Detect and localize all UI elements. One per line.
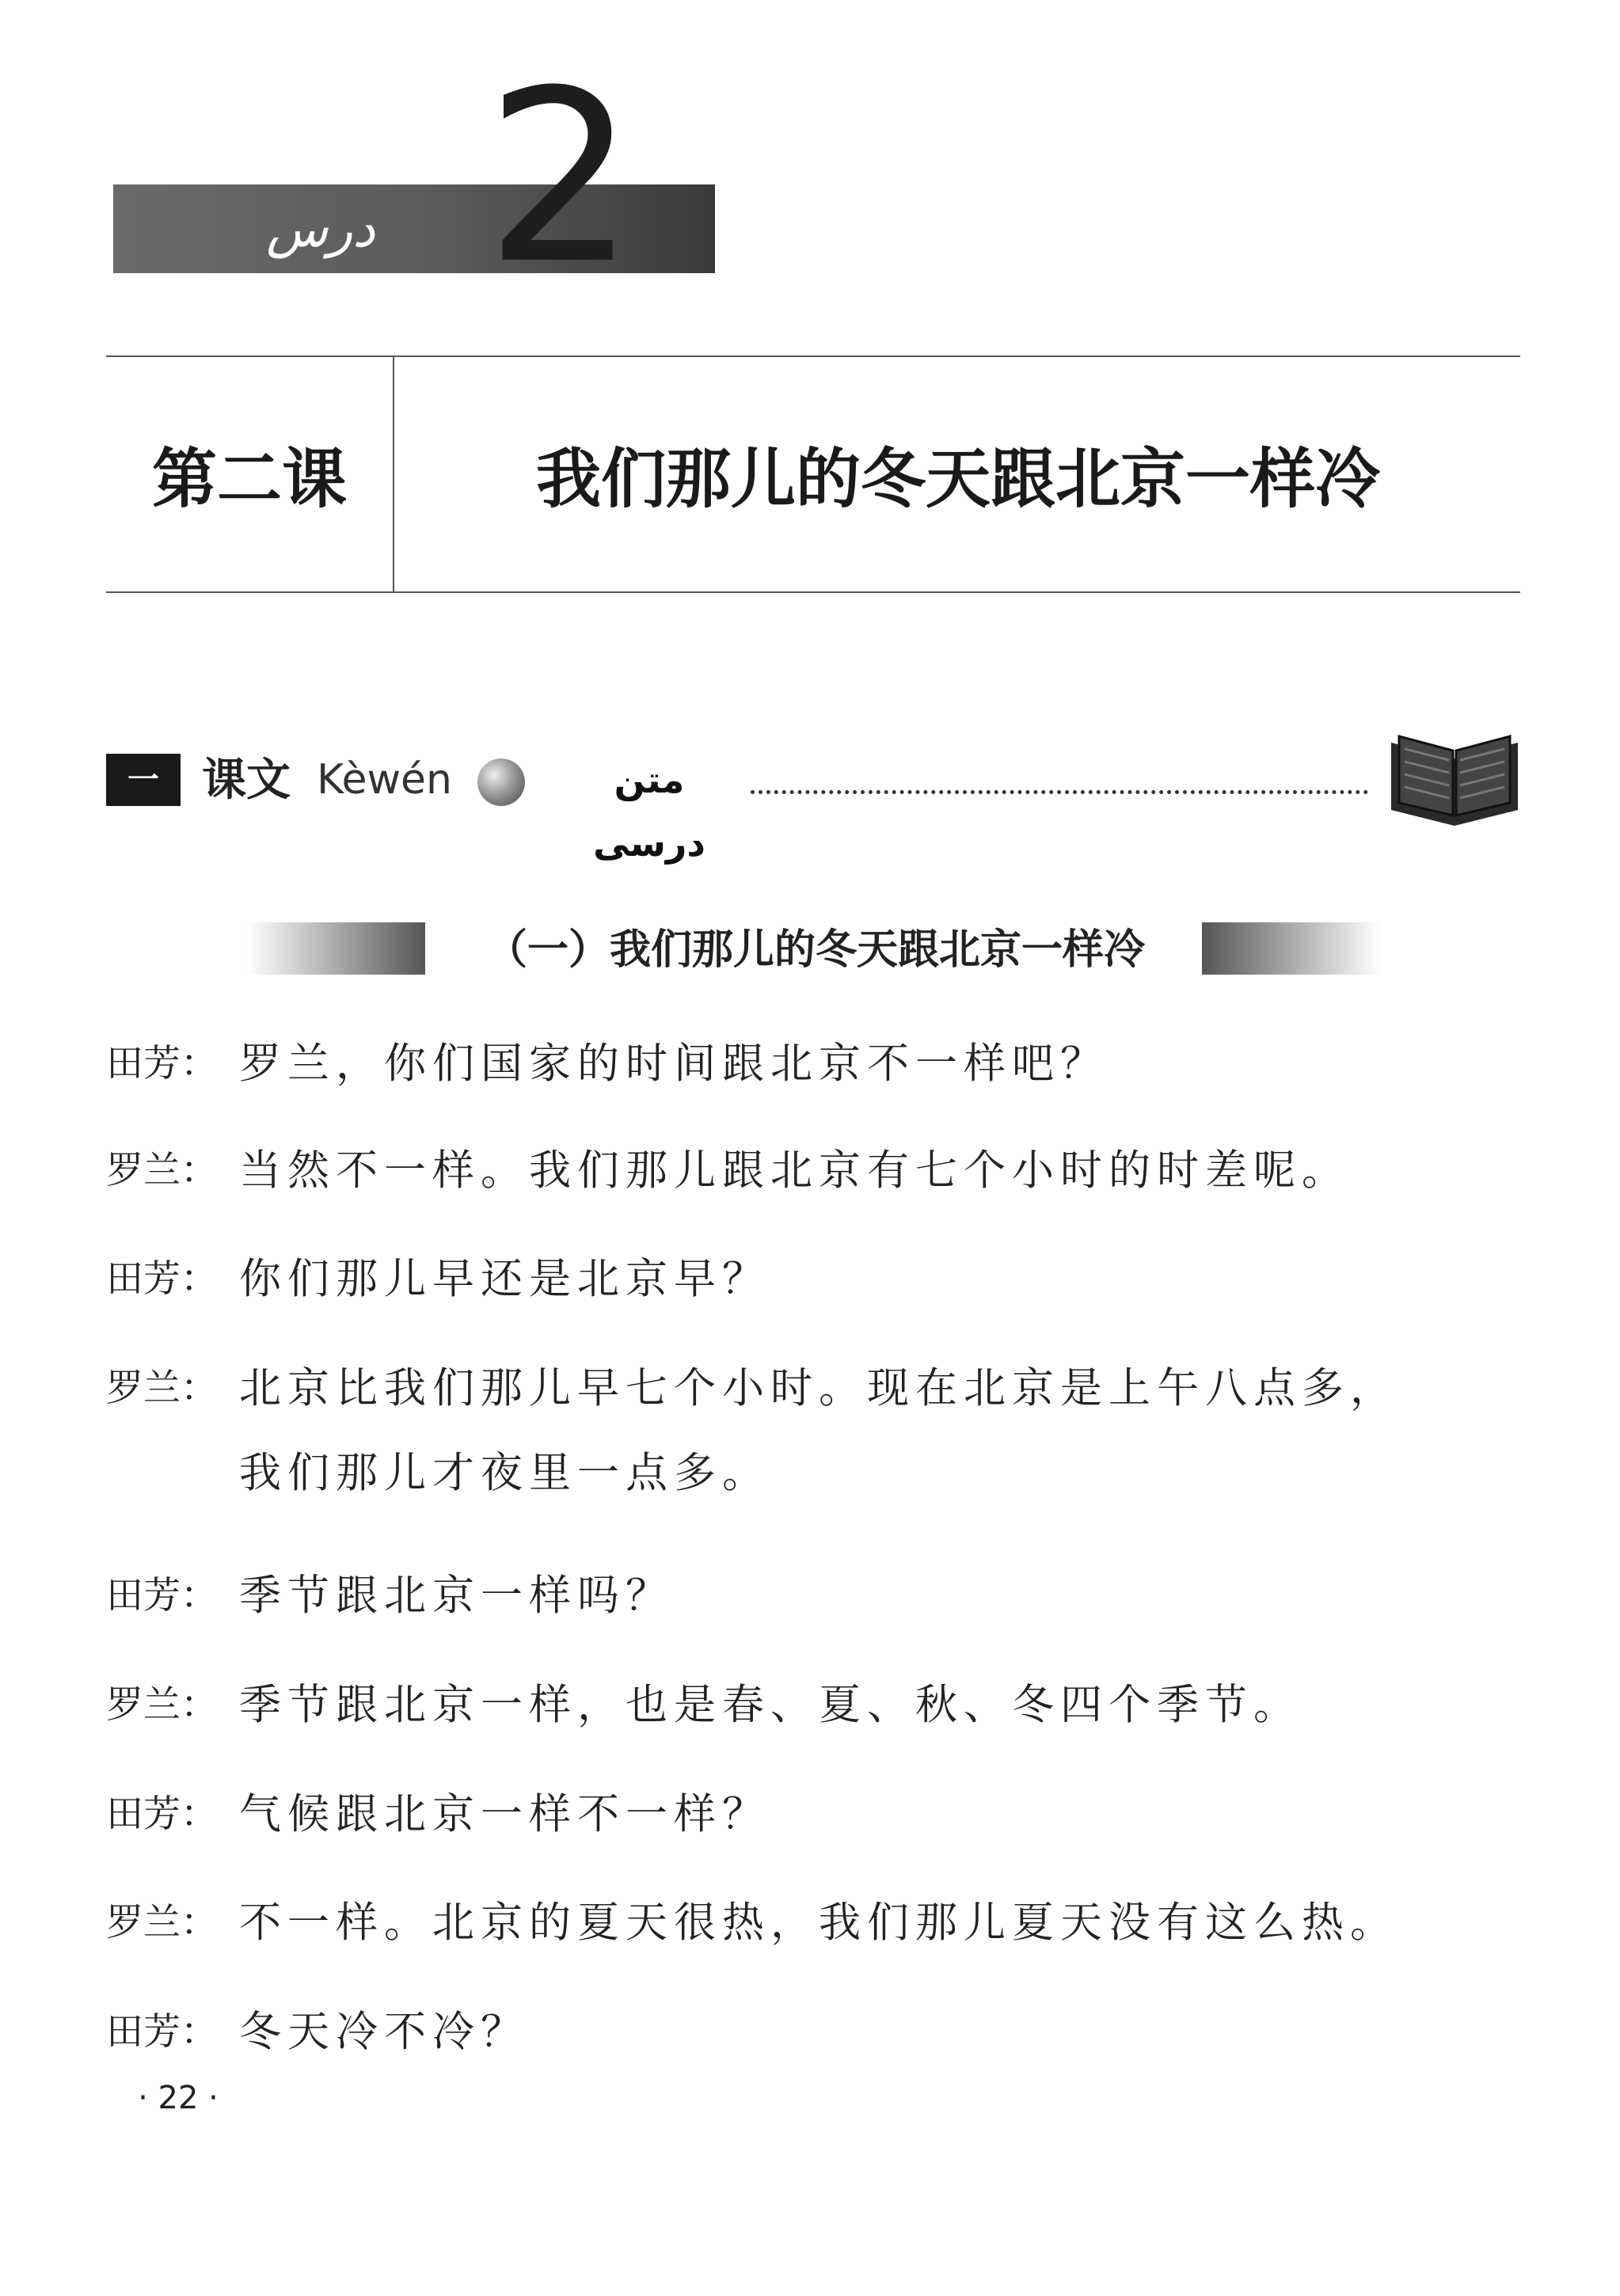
title-bottom-rule bbox=[106, 591, 1520, 593]
utterance: 不一样。北京的夏天很热，我们那儿夏天没有这么热。 bbox=[239, 1899, 1398, 1947]
section-label-pinyin: Kèwén bbox=[317, 756, 452, 804]
page-number: · 22 · bbox=[138, 2080, 219, 2116]
lesson-title: 我们那儿的冬天跟北京一样冷 bbox=[535, 441, 1380, 517]
title-divider bbox=[393, 355, 394, 593]
utterance: 罗兰，你们国家的时间跟北京不一样吧？ bbox=[239, 1040, 1109, 1088]
open-book-icon bbox=[1387, 727, 1522, 830]
speaker: 田芳： bbox=[106, 2010, 218, 2054]
speaker: 田芳： bbox=[106, 1042, 218, 1085]
dialogue-line bbox=[106, 1128, 1523, 1213]
speaker: 田芳： bbox=[106, 1574, 218, 1617]
lesson-banner-label: درس bbox=[266, 200, 375, 259]
speaker: 罗兰： bbox=[106, 1149, 218, 1192]
section-label-persian: متن درسی bbox=[593, 758, 705, 865]
utterance-continued: 我们那儿才夜里一点多。 bbox=[239, 1449, 770, 1497]
dialogue-line bbox=[106, 1346, 1523, 1515]
utterance: 季节跟北京一样，也是春、夏、秋、冬四个季节。 bbox=[239, 1681, 1302, 1729]
section-numeral: 一 bbox=[106, 754, 181, 806]
sphere-bullet-icon bbox=[477, 758, 525, 806]
lesson-banner-number: 2 bbox=[485, 40, 637, 316]
dialogue-line bbox=[106, 1990, 1523, 2074]
subtitle-left-bar bbox=[247, 922, 425, 975]
dialogue-line bbox=[106, 1021, 1523, 1106]
utterance: 冬天冷不冷？ bbox=[239, 2008, 529, 2056]
dialogue-line bbox=[106, 1237, 1523, 1321]
dialogue-subtitle: （一）我们那儿的冬天跟北京一样冷 bbox=[485, 926, 1145, 974]
dialogue-line bbox=[106, 1880, 1523, 1965]
section-label-chinese: 课文 bbox=[202, 754, 291, 806]
utterance: 北京比我们那儿早七个小时。现在北京是上午八点多， bbox=[239, 1364, 1398, 1412]
dialogue-line bbox=[106, 1663, 1523, 1747]
utterance: 气候跟北京一样不一样？ bbox=[239, 1790, 770, 1838]
utterance: 当然不一样。我们那儿跟北京有七个小时的时差呢。 bbox=[239, 1146, 1350, 1195]
subtitle-right-bar bbox=[1202, 922, 1380, 975]
speaker: 罗兰： bbox=[106, 1901, 218, 1944]
speaker: 罗兰： bbox=[106, 1367, 218, 1410]
utterance: 你们那儿早还是北京早？ bbox=[239, 1255, 770, 1303]
lesson-number: 第二课 bbox=[151, 441, 347, 517]
utterance: 季节跟北京一样吗？ bbox=[239, 1572, 674, 1620]
dialogue-line bbox=[106, 1553, 1523, 1638]
speaker: 田芳： bbox=[106, 1257, 218, 1301]
dotted-leader bbox=[751, 790, 1368, 794]
dialogue-line bbox=[106, 1772, 1523, 1857]
speaker: 罗兰： bbox=[106, 1683, 218, 1727]
speaker: 田芳： bbox=[106, 1792, 218, 1836]
title-top-rule bbox=[106, 355, 1520, 357]
